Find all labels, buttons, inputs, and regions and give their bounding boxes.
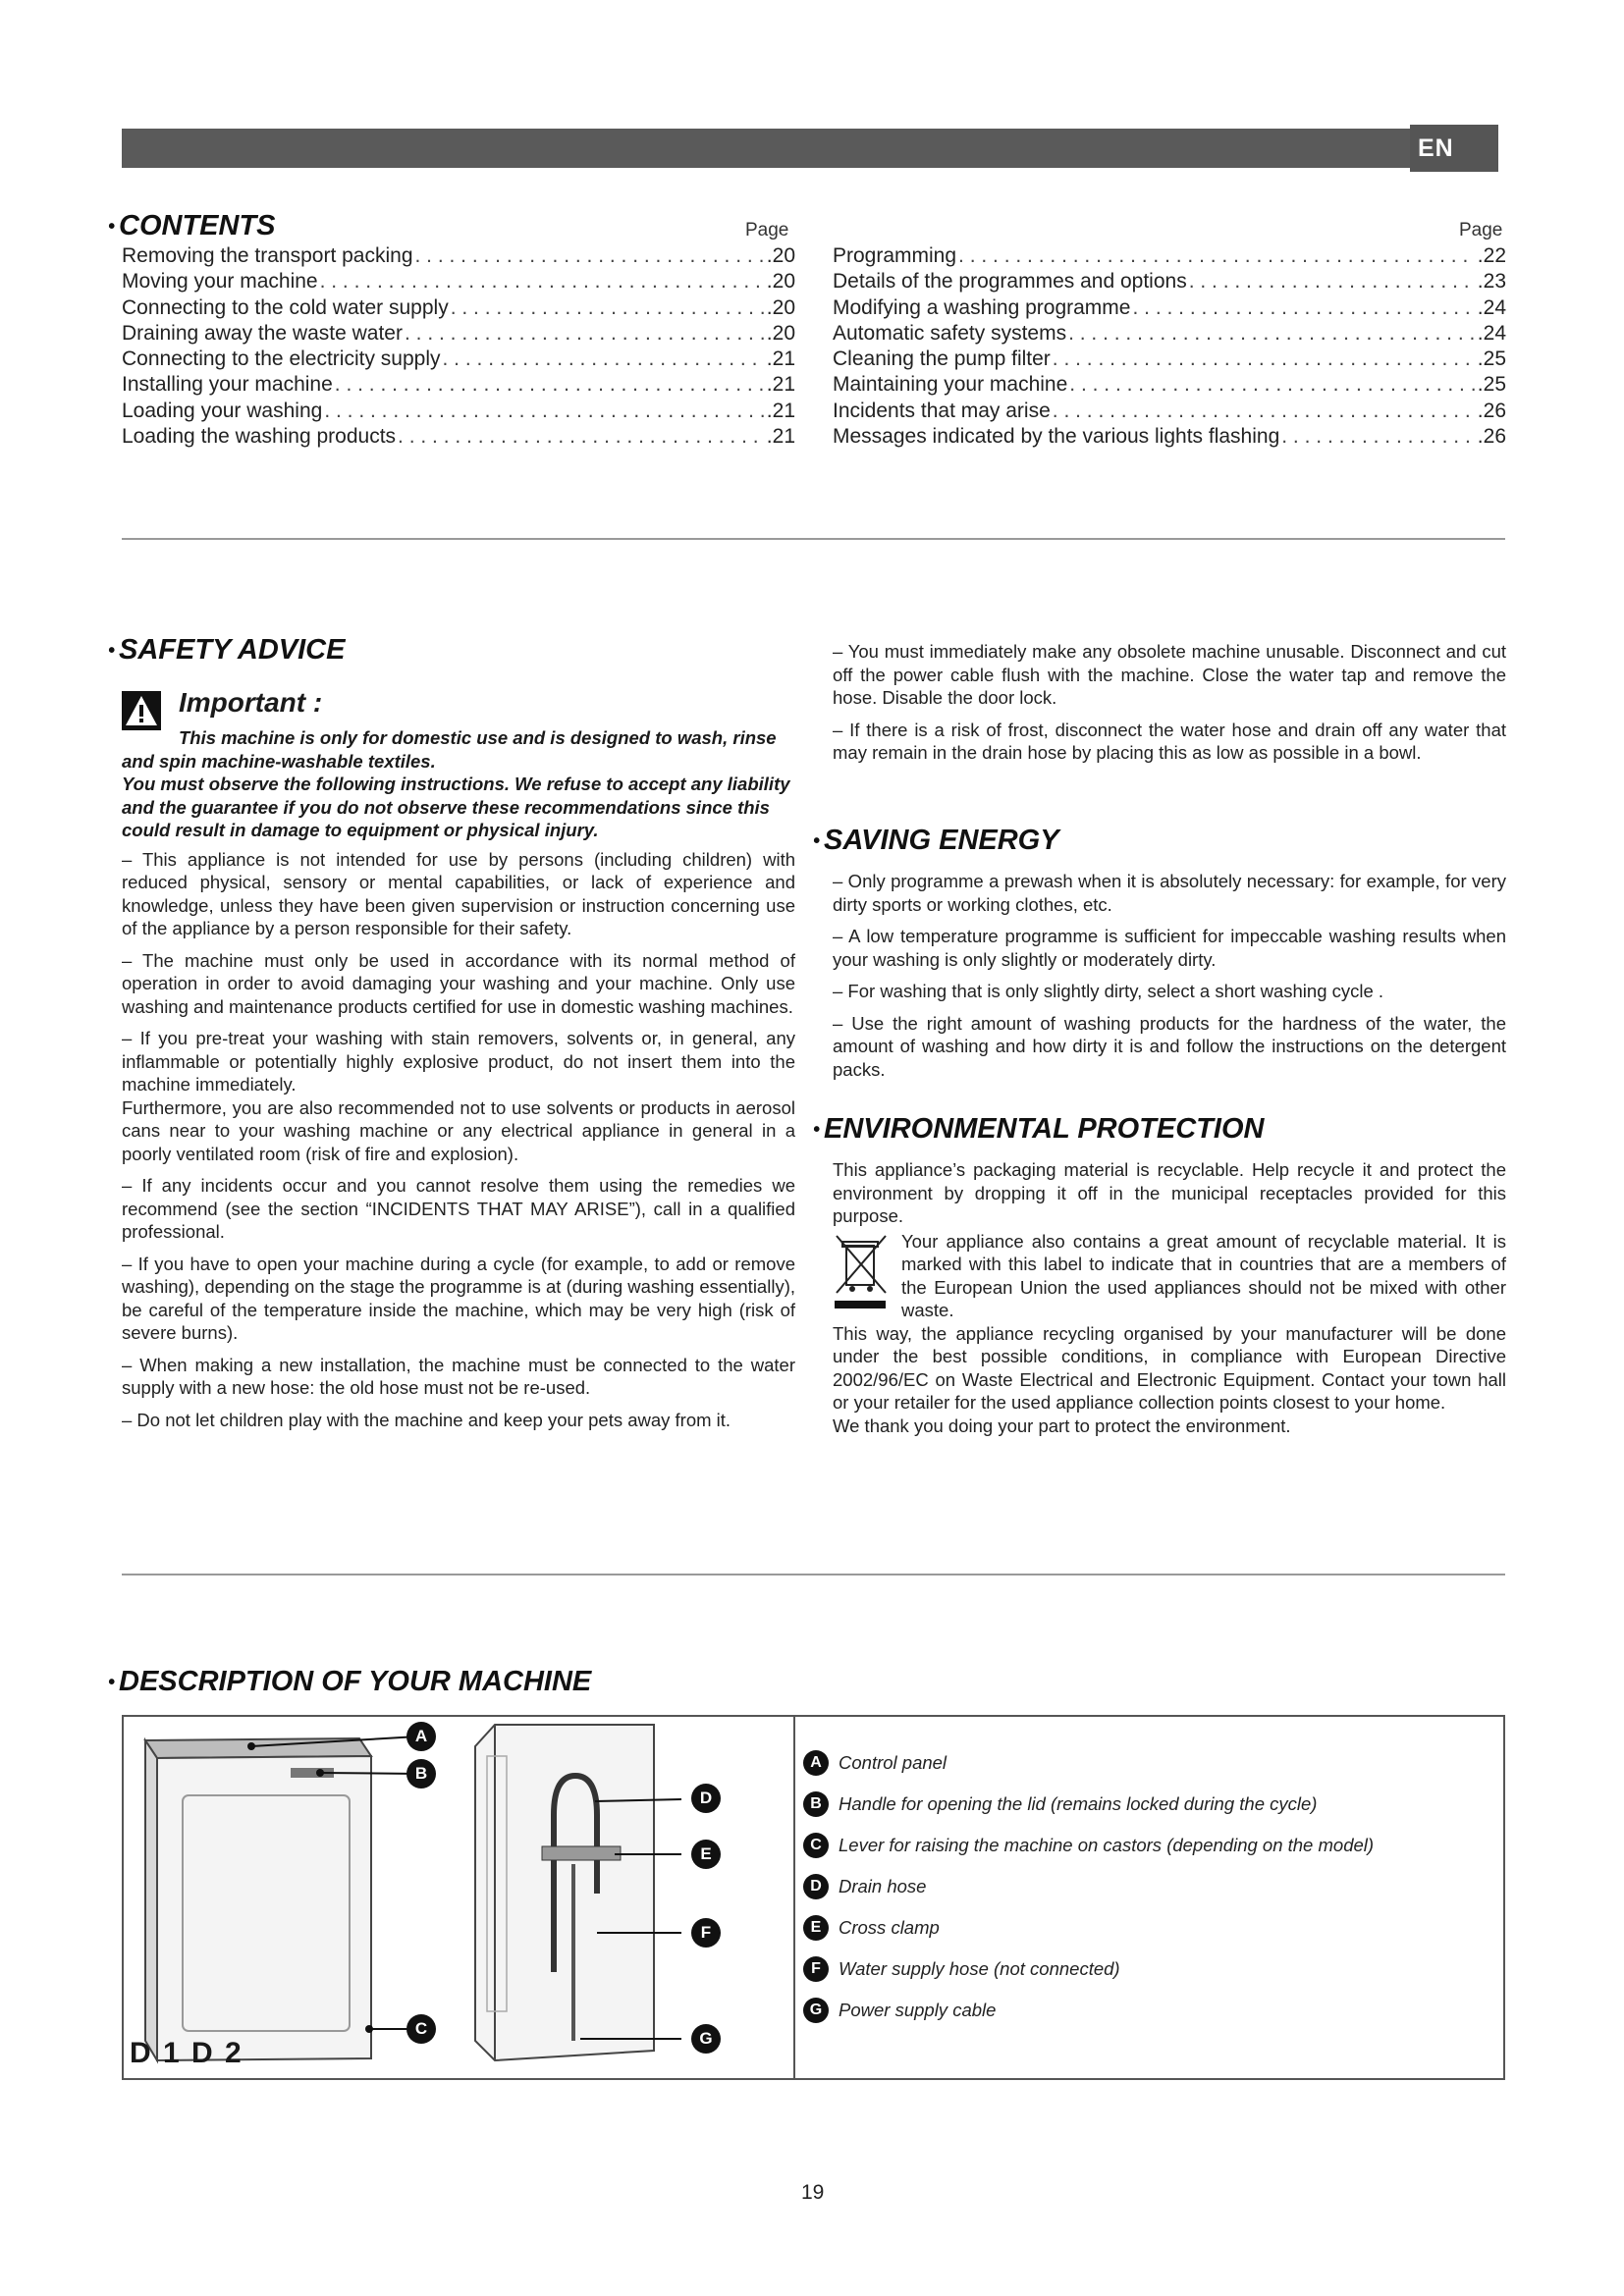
callout-a: A [406,1722,436,1751]
important-heading [122,687,795,726]
contents-list-right [833,243,1506,450]
environment-paragraph: This way, the appliance recycling organised by your manufacturer will be done under the best possible conditions, in compliance with European Directive 2002/96/EC on Waste Electrical and Electronic Equipment. Contact your town hall or your retailer for the used appliance collection points closest to your home. [833,1322,1506,1413]
saving-paragraph: – A low temperature programme is sufficient for impeccable washing results when your washing is only slightly or moderately dirty. [833,926,1506,970]
legend-item: G Power supply cable [803,1990,1374,2031]
safety-paragraph: – If you pre-treat your washing with stain removers, solvents or, in general, any inflammable or potentially highly explosive product, do not insert them into the machine immediately. [122,1028,795,1095]
machine-back-illustration [458,1717,791,2078]
toc-entry[interactable]: Loading the washing products . . . . 21 [122,424,795,450]
callout-g: G [691,2024,721,2054]
safety-left-column [122,687,795,1440]
weee-block [833,1230,1506,1322]
saving-section [833,870,1506,1090]
callout-c: C [406,2014,436,2044]
environment-paragraph: Your appliance also contains a great amount of recyclable material. It is marked with this label to indicate that in countries that are a members of the European Union the used appliances should not be mixed with other waste. [901,1230,1506,1320]
legend-item: D Drain hose [803,1866,1374,1907]
saving-paragraph: – Use the right amount of washing products for the hardness of the water, the amount of washing and how dirty it is and follow the instructions on the detergent packs. [833,1012,1506,1080]
contents-page-label-right: Page [1459,220,1503,240]
callout-e: E [691,1840,721,1869]
saving-paragraph: – Only programme a prewash when it is absolutely necessary: for example, for very dirty sports or working clothes, etc. [833,871,1506,915]
saving-title: • SAVING ENERGY [813,825,1059,856]
safety-paragraph: – The machine must only be used in accordance with its normal method of operation in order to avoid damaging your washing and your machine. Only use washing and maintenance products certified for use in domestic washing machines. [122,949,795,1017]
toc-entry[interactable]: Modifying a washing programme . . . . 24 [833,295,1506,321]
toc-entry[interactable]: Removing the transport packing . . . . 20 [122,243,795,269]
callout-d: D [691,1784,721,1813]
description-title: • DESCRIPTION OF YOUR MACHINE [108,1666,592,1697]
toc-entry[interactable]: Connecting to the cold water supply . . . . 20 [122,295,795,321]
important-title: Important : [179,687,323,718]
environment-section [833,1158,1506,1446]
page-number: 19 [801,2181,825,2204]
important-text-1: This machine is only for domestic use and is designed to wash, rinse and spin machine-washable textiles. [122,727,777,772]
toc-entry[interactable]: Programming . . . . 22 [833,243,1506,269]
legend-item: E Cross clamp [803,1907,1374,1949]
toc-entry[interactable]: Moving your machine . . . . 20 [122,269,795,294]
contents-page-label-left: Page [745,220,789,240]
toc-entry[interactable]: Draining away the waste water . . . . 20 [122,321,795,347]
description-box [122,1715,1505,2080]
header-bar [122,129,1435,168]
saving-paragraph: – For washing that is only slightly dirty, select a short washing cycle . [833,981,1384,1001]
language-tab: EN [1410,125,1498,172]
safety-paragraph: – If there is a risk of frost, disconnect the water hose and drain off any water that may remain in the drain hose by placing this as low as possible in a bowl. [833,719,1506,763]
toc-entry[interactable]: Automatic safety systems . . . . 24 [833,321,1506,347]
safety-paragraph: Furthermore, you are also recommended not to use solvents or products in aerosol cans near to your washing machine or any electrical appliance in general in a poorly ventilated room (risk of fire and explosion). [122,1096,795,1164]
toc-entry[interactable]: Cleaning the pump filter . . . . 25 [833,347,1506,372]
environment-title: • ENVIRONMENTAL PROTECTION [813,1113,1265,1145]
safety-paragraph: – Do not let children play with the machine and keep your pets away from it. [122,1409,731,1430]
model-label: D 1 D 2 [130,2037,244,2069]
safety-title: • SAFETY ADVICE [108,634,346,666]
environment-paragraph: This appliance’s packaging material is recyclable. Help recycle it and protect the environment by dropping it off in the municipal receptacles provided for this purpose. [833,1159,1506,1226]
toc-entry[interactable]: Messages indicated by the various lights flashing . . . . 26 [833,424,1506,450]
callout-b: B [406,1759,436,1789]
legend-item: A Control panel [803,1742,1374,1784]
toc-entry[interactable]: Connecting to the electricity supply . . . . 21 [122,347,795,372]
divider [122,538,1505,540]
legend-item: B Handle for opening the lid (remains locked during the cycle) [803,1784,1374,1825]
toc-entry[interactable]: Details of the programmes and options . . . . 23 [833,269,1506,294]
legend-item: F Water supply hose (not connected) [803,1949,1374,1990]
safety-paragraph: – This appliance is not intended for use by persons (including children) with reduced physical, sensory or mental capabilities, or lack of experience and knowledge, unless they have been given supervision or instruction concerning use of the appliance by a person responsible for their safety. [122,848,795,938]
safety-right-column [833,640,1506,774]
safety-paragraph: – You must immediately make any obsolete machine unusable. Disconnect and cut off the power cable flush with the machine. Close the water tap and remove the hose. Disable the door lock. [833,641,1506,708]
divider [122,1574,1505,1575]
safety-paragraph: – If any incidents occur and you cannot resolve them using the remedies we recommend (see the section “INCIDENTS THAT MAY ARISE”), call in a qualified professional. [122,1175,795,1242]
description-divider [793,1717,795,2078]
weee-bin-icon [833,1232,892,1312]
important-text-2: You must observe the following instructions. We refuse to accept any liability and the guarantee if you do not observe these recommendations since this could result in damage to equipment or physical injury. [122,774,790,840]
toc-entry[interactable]: Maintaining your machine . . . . 25 [833,372,1506,398]
safety-paragraph: – When making a new installation, the machine must be connected to the water supply with a new hose: the old hose must not be re-used. [122,1354,795,1398]
contents-list-left [122,243,795,450]
toc-entry[interactable]: Loading your washing . . . . 21 [122,399,795,424]
warning-icon [122,691,161,730]
toc-entry[interactable]: Incidents that may arise . . . . 26 [833,399,1506,424]
environment-paragraph: We thank you doing your part to protect the environment. [833,1415,1291,1436]
legend-item: C Lever for raising the machine on castors (depending on the model) [803,1825,1374,1866]
contents-title: • CONTENTS [108,210,276,241]
callout-f: F [691,1918,721,1948]
toc-entry[interactable]: Installing your machine . . . . 21 [122,372,795,398]
description-legend [803,1742,1374,2031]
safety-paragraph: – If you have to open your machine during a cycle (for example, to add or remove washing), depending on the stage the programme is at (during washing essentially), be careful of the temperature inside the machine, which may be very high (risk of severe burns). [122,1253,795,1343]
